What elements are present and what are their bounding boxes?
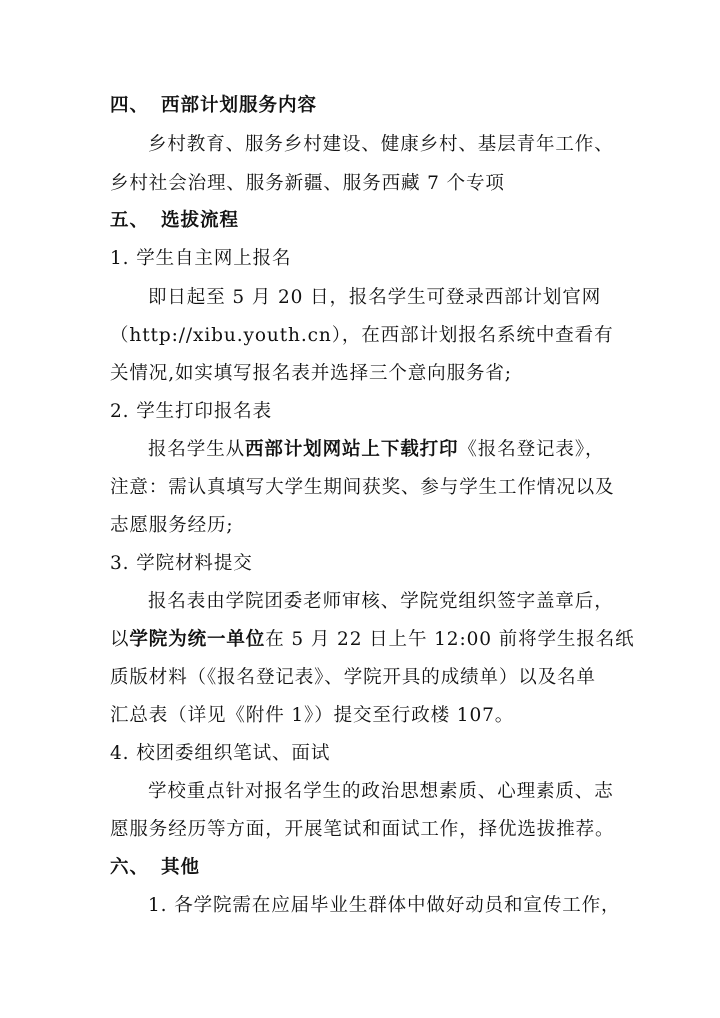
section-number: 四、 [110, 95, 150, 116]
bold-text-run: 学院为统一单位 [129, 629, 266, 650]
section-title: 选拔流程 [161, 210, 240, 231]
paragraph-line [148, 437, 648, 463]
paragraph-line: 质版材料（《报名登记表》、学院开具的成绩单）以及名单 [110, 667, 596, 688]
paragraph-line: 志愿服务经历; [110, 515, 234, 536]
text-run: 以 [110, 629, 130, 650]
bold-text-run: 西部计划网站上下载打印 [245, 439, 459, 460]
section-title: 西部计划服务内容 [161, 95, 318, 116]
section-number: 六、 [110, 857, 150, 878]
step-label: 3. 学院材料提交 [110, 553, 253, 574]
paragraph-line: （http://xibu.youth.cn），在西部计划报名系统中查看有 [110, 325, 614, 346]
section-heading [110, 208, 610, 234]
step-label: 1. 学生自主网上报名 [110, 248, 292, 269]
paragraph-line: 报名表由学院团委老师审核、学院党组织签字盖章后， [148, 591, 614, 612]
paragraph-line: 即日起至 5 月 20 日，报名学生可登录西部计划官网 [148, 287, 602, 308]
text-run: 在 5 月 22 日上午 12:00 前将学生报名纸 [265, 629, 635, 650]
paragraph-line: 学校重点针对报名学生的政治思想素质、心理素质、志 [148, 781, 614, 802]
section-heading [110, 855, 610, 881]
section-number: 五、 [110, 210, 150, 231]
paragraph-line: 愿服务经历等方面，开展笔试和面试工作，择优选拔推荐。 [110, 819, 615, 840]
paragraph-line: 注意：需认真填写大学生期间获奖、参与学生工作情况以及 [110, 477, 615, 498]
text-run: 报名学生从 [148, 439, 246, 460]
paragraph-line: 乡村教育、服务乡村建设、健康乡村、基层青年工作、 [148, 134, 614, 155]
section-title: 其他 [161, 857, 201, 878]
step-label: 2. 学生打印报名表 [110, 401, 273, 422]
text-run: 《报名登记表》， [458, 439, 605, 460]
section-heading [110, 93, 610, 119]
paragraph-line: 关情况,如实填写报名表并选择三个意向服务省; [110, 363, 512, 384]
step-label: 4. 校团委组织笔试、面试 [110, 743, 331, 764]
paragraph-line: 1. 各学院需在应届毕业生群体中做好动员和宣传工作， [148, 895, 621, 916]
paragraph-line: 乡村社会治理、服务新疆、服务西藏 7 个专项 [110, 173, 505, 194]
paragraph-line [110, 627, 635, 653]
paragraph-line: 汇总表（详见《附件 1》）提交至行政楼 107。 [110, 705, 515, 726]
